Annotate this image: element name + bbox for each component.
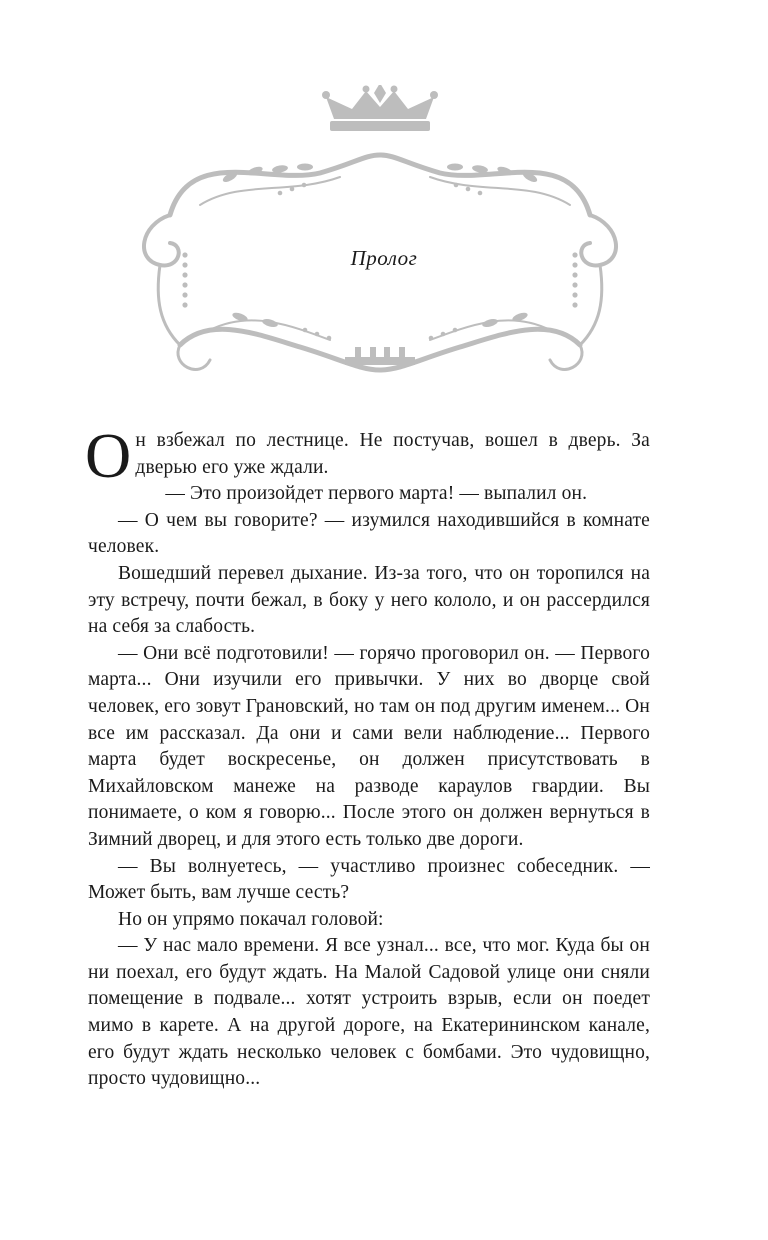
paragraph: Но он упрямо покачал головой:: [118, 908, 384, 930]
ornament-icon: [130, 85, 640, 395]
chapter-title: Пролог: [350, 246, 418, 270]
paragraph: — Вы волнуетесь, — участливо произнес собеседник. — Может быть, вам лучше сесть?: [88, 855, 650, 904]
drop-cap: О: [85, 420, 132, 491]
paragraph: Вошедший перевел дыхание. Из-за того, что он торопился на эту встречу, почти бежал, в боку у него кололо, и он рассердился на себя за слабость.: [88, 562, 650, 638]
paragraph: — О чем вы говорите? — изумился находившийся в комнате человек.: [88, 509, 650, 558]
crown-frame-ornament: [130, 85, 640, 395]
crown-icon: [322, 85, 438, 131]
paragraph: — Они всё подготовили! — горячо проговорил он. — Первого марта... Они изучили его привычки. У них во дворце свой человек, его зовут Грановский, но там он под другим именем... Он все им рассказал. Да они и сами вели наблюдение... Первого марта будет воскресенье, он должен присутствовать в Михайловском манеже на разводе караулов гвардии. Вы понимаете, о ком я говорю... После этого он должен вернуться в Зимний дворец, и для этого есть только две дороги.: [88, 642, 650, 850]
body-text: [85, 420, 650, 1093]
paragraph: [85, 420, 650, 491]
paragraph: — У нас мало времени. Я все узнал... все, что мог. Куда бы он ни поехал, его будут ждать. На Малой Садовой улице они сняли помещение в подвале... хотят устроить взрыв, если он поедет мимо в карете. А на другой дороге, на Екатерининском канале, его будут ждать несколько человек с бомбами. Это чудовищно, просто чудовищно...: [88, 935, 650, 1090]
paragraph: — Это произойдет первого марта! — выпалил он.: [165, 483, 588, 505]
paragraph-text: н взбежал по лестнице. Не постучав, вошел в дверь. За дверью его уже ждали.: [135, 430, 650, 478]
